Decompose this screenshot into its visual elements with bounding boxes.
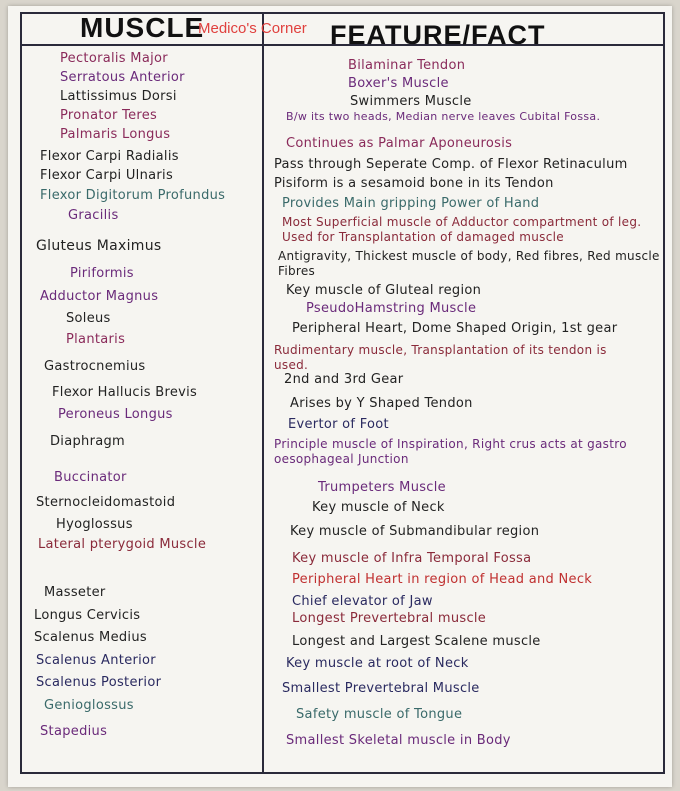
fact-item: Continues as Palmar Aponeurosis <box>286 136 513 151</box>
watermark: Medico's Corner <box>198 20 307 37</box>
fact-item: Smallest Skeletal muscle in Body <box>286 733 511 748</box>
fact-item: 2nd and 3rd Gear <box>284 372 404 387</box>
muscle-item: Palmaris Longus <box>60 127 171 142</box>
fact-item: Bilaminar Tendon <box>348 58 466 73</box>
fact-item: Pass through Seperate Comp. of Flexor Retinaculum <box>274 157 628 172</box>
muscle-item: Hyoglossus <box>56 517 133 532</box>
fact-item: Swimmers Muscle <box>350 94 472 109</box>
muscle-item: Soleus <box>66 311 111 326</box>
muscle-item: Peroneus Longus <box>58 407 173 422</box>
fact-item: Longest Prevertebral muscle <box>292 611 487 626</box>
fact-item: Rudimentary muscle, Transplantation of its tendon is used. <box>274 343 607 372</box>
muscle-item: Scalenus Anterior <box>36 653 156 668</box>
muscle-item: Stapedius <box>40 724 108 739</box>
muscle-item: Gastrocnemius <box>44 359 146 374</box>
fact-item: Safety muscle of Tongue <box>296 707 463 722</box>
fact-item: Smallest Prevertebral Muscle <box>282 681 480 696</box>
muscle-item: Lattissimus Dorsi <box>60 89 177 104</box>
muscle-item: Pectoralis Major <box>60 51 168 66</box>
muscle-item: Masseter <box>44 585 106 600</box>
muscle-item: Adductor Magnus <box>40 289 159 304</box>
muscle-item: Gluteus Maximus <box>36 238 162 254</box>
muscle-item: Sternocleidomastoid <box>36 495 176 510</box>
fact-item: Evertor of Foot <box>288 417 389 432</box>
muscle-item: Genioglossus <box>44 698 134 713</box>
muscle-item: Flexor Carpi Radialis <box>40 149 179 164</box>
muscle-item: Scalenus Posterior <box>36 675 162 690</box>
fact-item: Key muscle of Neck <box>312 500 445 515</box>
muscle-column-heading: MUSCLE <box>80 12 205 43</box>
muscle-item: Pronator Teres <box>60 108 158 123</box>
fact-item: PseudoHamstring Muscle <box>306 301 477 316</box>
fact-item: Antigravity, Thickest muscle of body, Red fibres, Red muscle Fibres <box>278 249 660 278</box>
fact-item: Principle muscle of Inspiration, Right crus acts at gastro oesophageal Junction <box>274 437 627 466</box>
fact-item: Peripheral Heart in region of Head and Neck <box>292 572 593 587</box>
fact-item: Arises by Y Shaped Tendon <box>290 396 473 411</box>
muscle-item: Flexor Carpi Ulnaris <box>40 168 174 183</box>
muscle-item: Plantaris <box>66 332 126 347</box>
muscle-item: Scalenus Medius <box>34 630 147 645</box>
feature-column-heading: FEATURE/FACT <box>330 20 546 50</box>
column-divider <box>262 12 264 774</box>
fact-item: Most Superficial muscle of Adductor compartment of leg. Used for Transplantation of damaged muscle <box>282 215 642 244</box>
muscle-item: Buccinator <box>54 470 127 485</box>
muscle-item: Longus Cervicis <box>34 608 141 623</box>
fact-item: Chief elevator of Jaw <box>292 594 433 609</box>
fact-item: Key muscle of Gluteal region <box>286 283 482 298</box>
fact-item: Pisiform is a sesamoid bone in its Tendon <box>274 176 554 191</box>
fact-item: Provides Main gripping Power of Hand <box>282 196 540 211</box>
muscle-item: Serratous Anterior <box>60 70 185 85</box>
fact-item: Trumpeters Muscle <box>318 480 446 495</box>
muscle-item: Flexor Hallucis Brevis <box>52 385 198 400</box>
muscle-item: Flexor Digitorum Profundus <box>40 188 226 203</box>
fact-item: Boxer's Muscle <box>348 76 449 91</box>
fact-item: Key muscle of Submandibular region <box>290 524 540 539</box>
fact-item: Key muscle of Infra Temporal Fossa <box>292 551 532 566</box>
fact-item: Peripheral Heart, Dome Shaped Origin, 1st gear <box>292 321 618 336</box>
fact-item: Longest and Largest Scalene muscle <box>292 634 541 649</box>
muscle-item: Lateral pterygoid Muscle <box>38 537 207 552</box>
muscle-item: Piriformis <box>70 266 134 281</box>
muscle-item: Diaphragm <box>50 434 126 449</box>
fact-item: B/w its two heads, Median nerve leaves Cubital Fossa. <box>286 110 601 123</box>
muscle-item: Gracilis <box>68 208 119 223</box>
fact-item: Key muscle at root of Neck <box>286 656 469 671</box>
